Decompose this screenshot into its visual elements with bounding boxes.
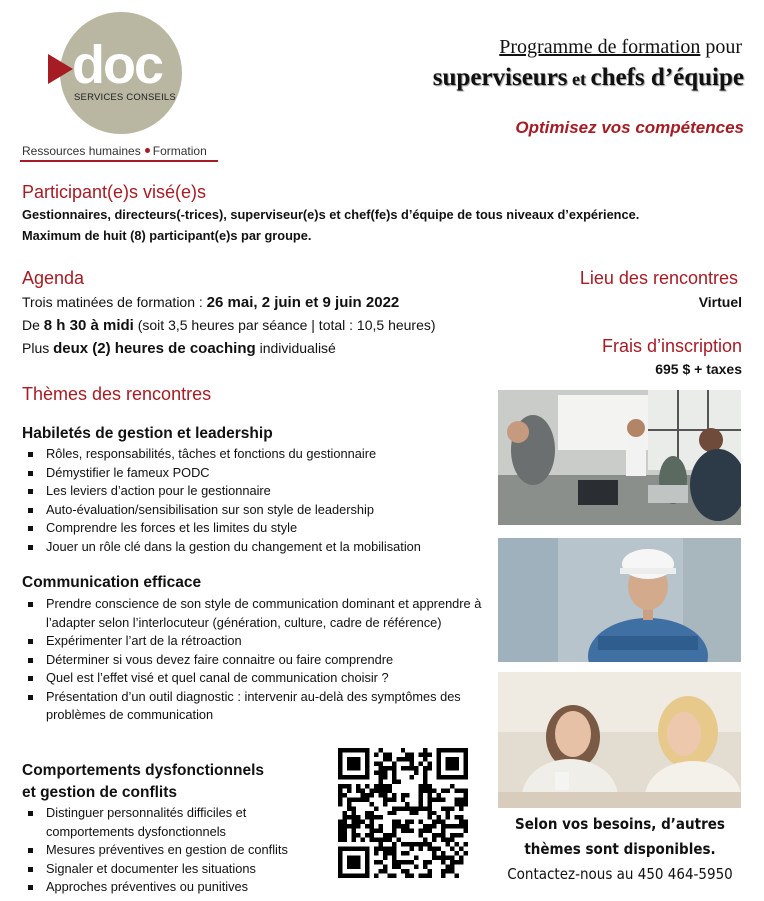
- participants-line1: Gestionnaires, directeurs(-trices), superviseur(e)s et chef(fe)s d’équipe de tous niveaux d’expérience.: [22, 207, 640, 222]
- tagline: Optimisez vos compétences: [515, 118, 744, 137]
- title-underlined: Programme de formation: [499, 36, 701, 58]
- logo-dot-icon: [145, 148, 150, 153]
- meeting-photo: [498, 390, 741, 525]
- logo-tagline-part1: Ressources humaines: [22, 144, 141, 158]
- title-et: et: [567, 69, 591, 89]
- page-title-line2: [433, 64, 744, 92]
- logo-brand: doc: [72, 35, 163, 95]
- logo-tagline-part2: Formation: [152, 144, 207, 158]
- list-item: Présentation d’un outil diagnostic : intervenir au-delà des symptômes des problèmes de communication: [22, 688, 482, 725]
- list-item: Mesures préventives en gestion de conflits: [22, 841, 322, 860]
- title-part-b: chefs d’équipe: [590, 64, 744, 91]
- communication-list: [22, 595, 482, 725]
- list-item: Prendre conscience de son style de communication dominant et apprendre à l’adapter selon l’interlocuteur (génération, culture, cadre de référence): [22, 595, 482, 632]
- agenda-line1-prefix: Trois matinées de formation :: [22, 294, 207, 310]
- agenda-line1: [22, 294, 399, 311]
- lieu-value: Virtuel: [698, 294, 742, 310]
- contact-phone[interactable]: Contactez-nous au 450 464-5950: [507, 865, 733, 883]
- participants-heading: Participant(e)s visé(e)s: [22, 182, 207, 202]
- agenda-line3-suffix: individualisé: [255, 340, 336, 356]
- two-women-photo: [498, 672, 741, 808]
- section-conflits-title-line2: et gestion de conflits: [22, 784, 178, 801]
- list-item: Auto-évaluation/sensibilisation sur son style de leadership: [22, 501, 492, 520]
- section-conflits-title-line1: Comportements dysfonctionnels: [22, 762, 264, 779]
- qr-code[interactable]: [338, 748, 468, 878]
- list-item: Approches préventives ou punitives: [22, 878, 322, 897]
- agenda-line3: [22, 340, 336, 357]
- list-item: Comprendre les forces et les limites du style: [22, 519, 492, 538]
- agenda-line2-suffix: (soit 3,5 heures par séance | total : 10,5 heures): [133, 317, 436, 333]
- list-item: Déterminer si vous devez faire connaitre ou faire comprendre: [22, 651, 482, 670]
- title-part-a: superviseurs: [432, 64, 568, 91]
- agenda-line3-prefix: Plus: [22, 340, 54, 356]
- list-item: Signaler et documenter les situations: [22, 860, 322, 879]
- agenda-line2: [22, 317, 436, 334]
- section-communication-title: Communication efficace: [22, 574, 202, 591]
- page-title-line1: [499, 36, 742, 59]
- agenda-coaching: deux (2) heures de coaching: [53, 340, 256, 357]
- list-item: Distinguer personnalités difficiles et comportements dysfonctionnels: [22, 804, 322, 841]
- list-item: Rôles, responsabilités, tâches et fonctions du gestionnaire: [22, 445, 492, 464]
- frais-heading: Frais d’inscription: [601, 336, 742, 356]
- logo-services-text: SERVICES CONSEILS: [74, 92, 176, 103]
- list-item: Jouer un rôle clé dans la gestion du changement et la mobilisation: [22, 538, 492, 557]
- title-rest: pour: [700, 36, 742, 58]
- agenda-time: 8 h 30 à midi: [43, 317, 134, 334]
- list-item: Les leviers d’action pour le gestionnaire: [22, 482, 492, 501]
- logo-triangle-icon: [48, 54, 73, 84]
- agenda-heading: Agenda: [22, 268, 85, 288]
- conflits-list: [22, 804, 322, 897]
- agenda-line2-prefix: De: [22, 317, 44, 333]
- themes-heading: Thèmes des rencontres: [22, 384, 212, 404]
- logo-divider: [20, 160, 218, 162]
- section-leadership-title: Habiletés de gestion et leadership: [22, 425, 273, 442]
- participants-line2: Maximum de huit (8) participant(e)s par groupe.: [22, 228, 312, 243]
- logo-tagline: [22, 144, 207, 158]
- worker-photo: [498, 538, 741, 662]
- contact-line2: thèmes sont disponibles.: [524, 840, 716, 858]
- list-item: Quel est l’effet visé et quel canal de communication choisir ?: [22, 669, 482, 688]
- contact-line1: Selon vos besoins, d’autres: [515, 815, 725, 833]
- list-item: Expérimenter l’art de la rétroaction: [22, 632, 482, 651]
- agenda-dates: 26 mai, 2 juin et 9 juin 2022: [206, 294, 400, 311]
- frais-value: 695 $ + taxes: [655, 361, 742, 377]
- lieu-heading: Lieu des rencontres: [579, 268, 738, 288]
- leadership-list: [22, 445, 492, 556]
- contact-block: [500, 812, 740, 887]
- list-item: Démystifier le fameux PODC: [22, 464, 492, 483]
